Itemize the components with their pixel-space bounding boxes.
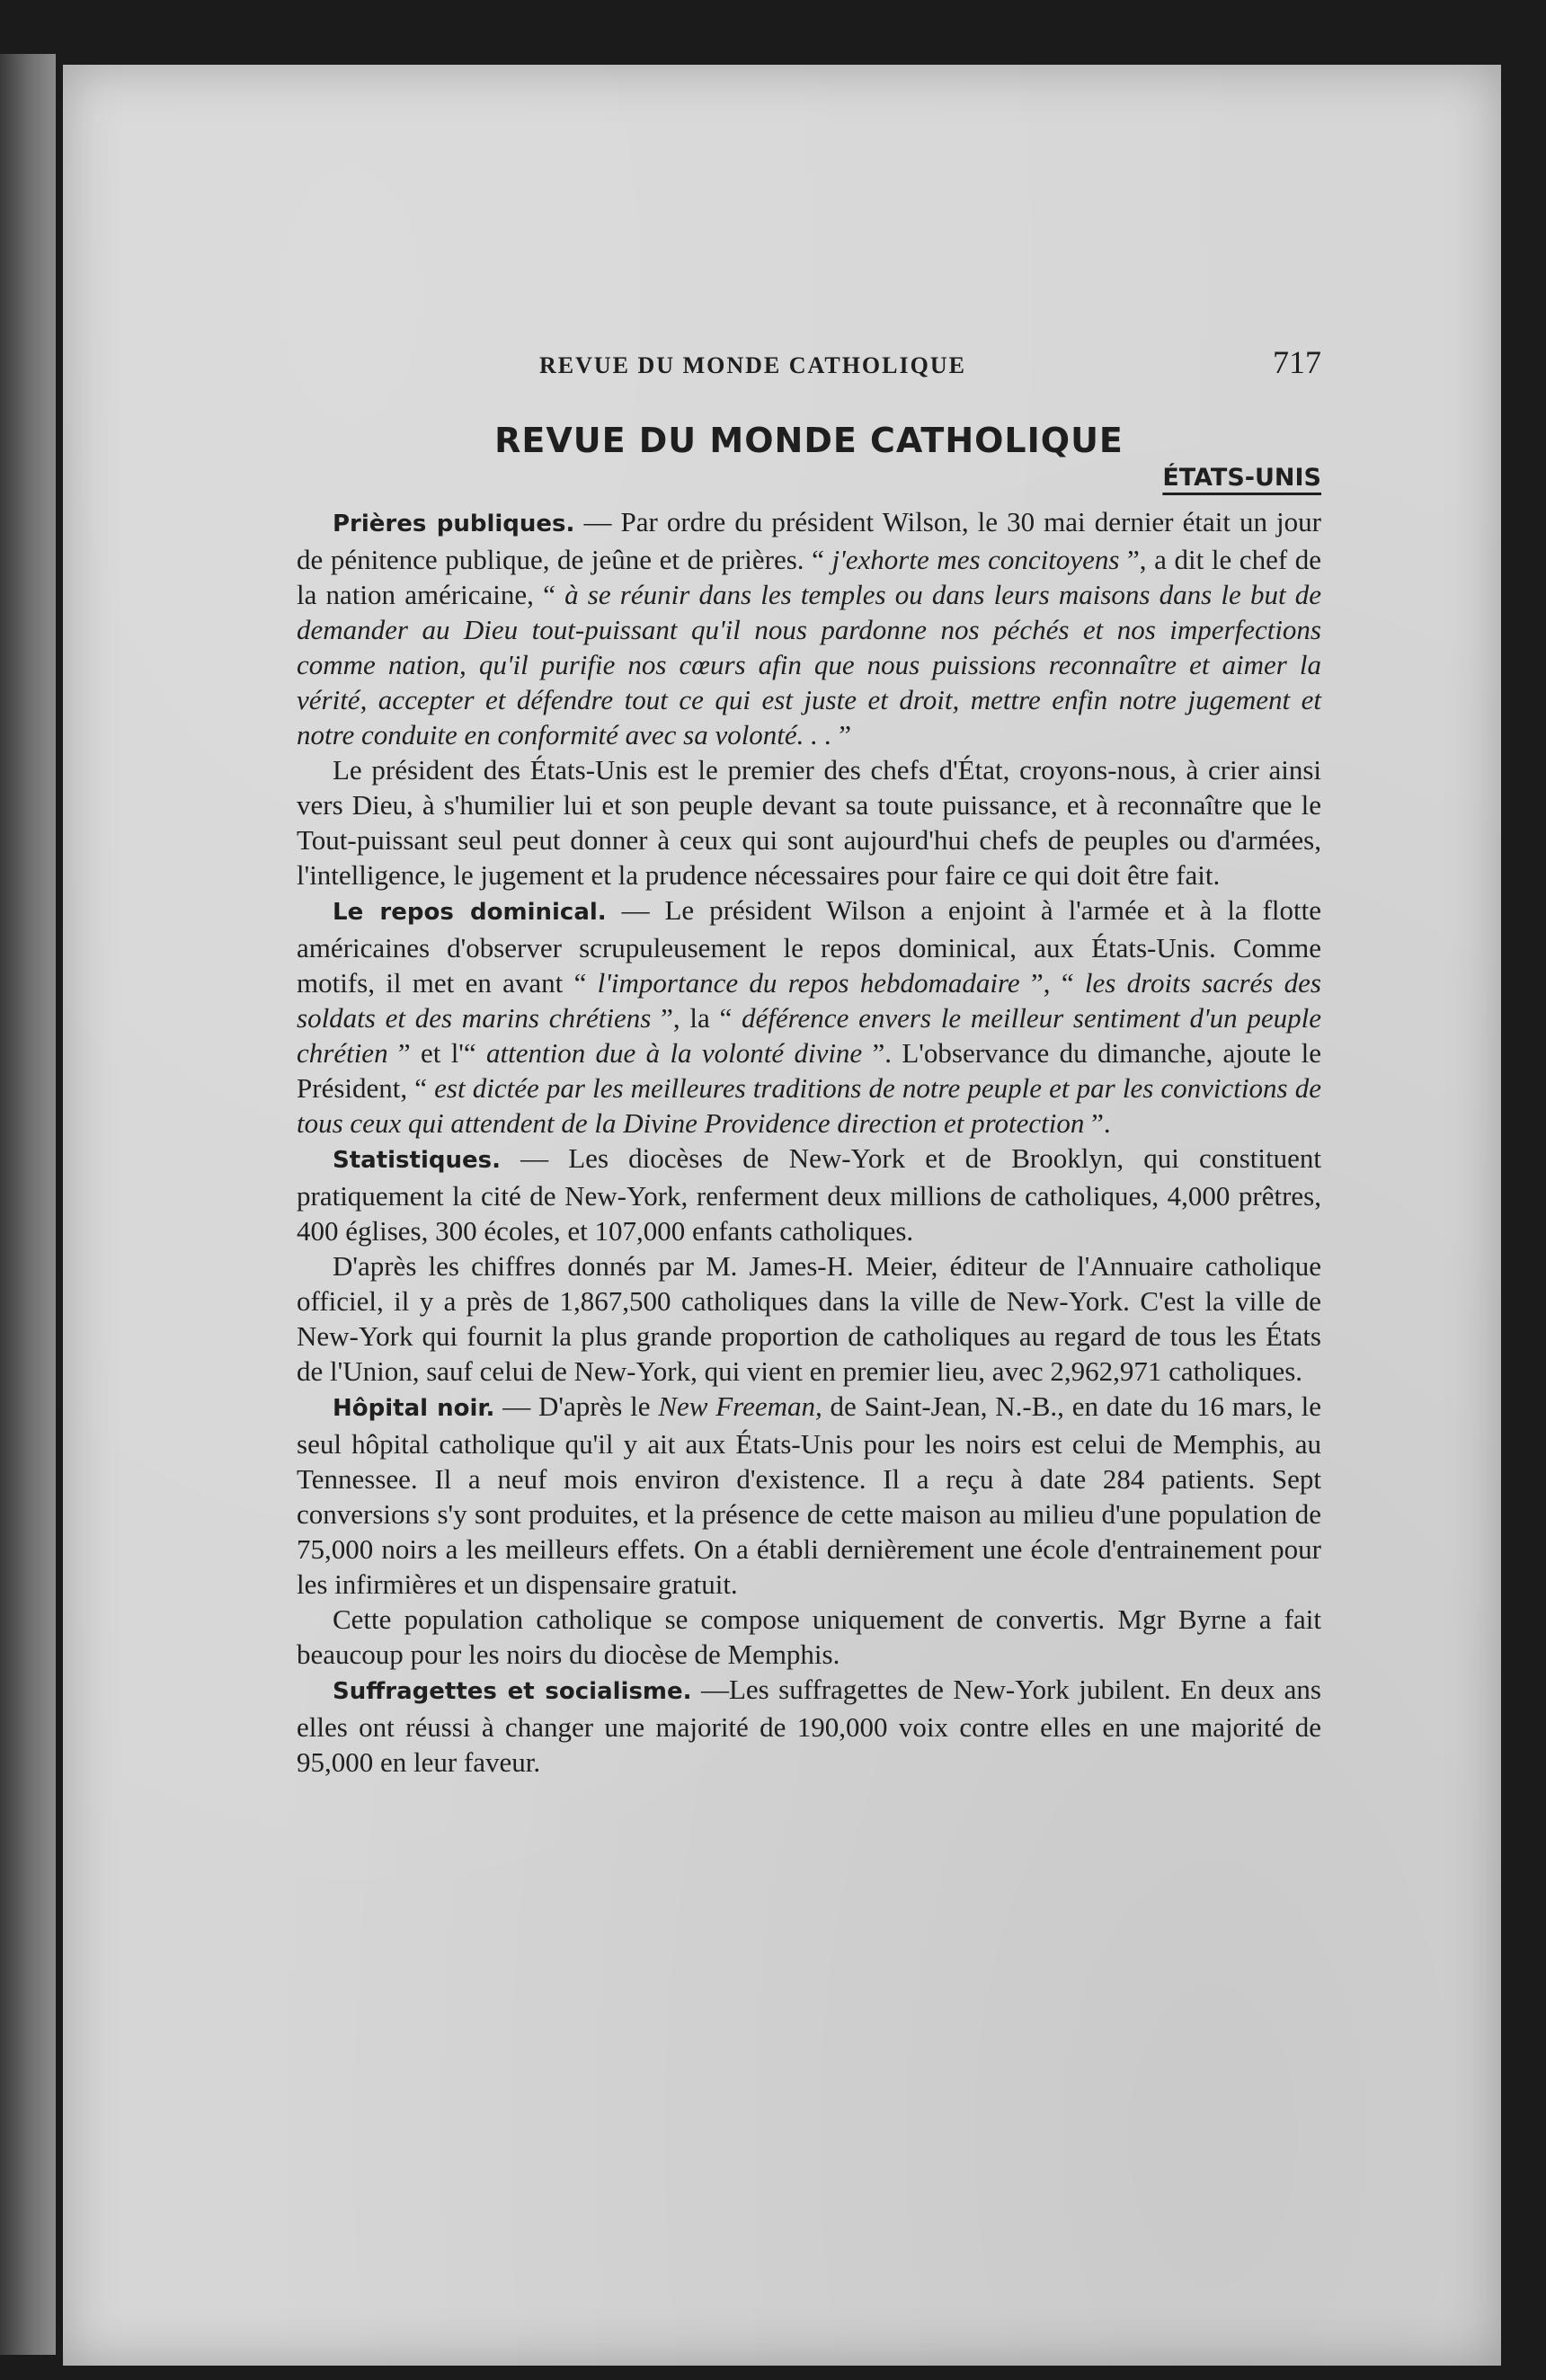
paragraph-prieres-publiques xyxy=(297,504,1321,752)
italic-run: attention due à la volonté divine xyxy=(485,1037,863,1069)
section-title: REVUE DU MONDE CATHOLIQUE xyxy=(494,421,1124,460)
text-run: ”, a dit le chef de la nation américaine, “ xyxy=(297,544,1322,610)
paragraph-repos-dominical xyxy=(297,892,1321,1141)
running-head xyxy=(297,340,1321,394)
italic-run: l'importance du repos hebdomadaire xyxy=(597,967,1020,999)
text-run: — Le président Wilson a enjoint à l'armée et à la flotte américaines d'observer scrupuleusement le repos dominical, aux États-Unis. Comme motifs, il met en avant “ xyxy=(297,894,1322,999)
text-run: —Les suffragettes de New-York jubilent. En deux ans elles ont réussi à changer une majorité de 190,000 voix contre elles en une majorité de 95,000 en leur faveur. xyxy=(297,1674,1321,1778)
text-run: — Les diocèses de New-York et de Brooklyn, qui constituent pratiquement la cité de New-York, renferment deux millions de catholiques, 4,000 prêtres, 400 églises, 300 écoles, et 107,000 enfants catholiques. xyxy=(297,1142,1321,1247)
paragraph-president: Le président des États-Unis est le premier des chefs d'État, croyons-nous, à crier ainsi vers Dieu, à s'humilier lui et son peuple devant sa toute puissance, et à reconnaître que le Tout-puissant seul peut donner à ceux qui sont aujourd'hui chefs de peuples ou d'armées, l'intelligence, le jugement et la prudence nécessaires pour faire ce qui doit être fait. xyxy=(297,754,1321,891)
paragraph-statistiques xyxy=(297,1141,1321,1248)
paragraph-suffragettes xyxy=(297,1672,1321,1780)
text-run: ”, “ xyxy=(1019,967,1085,999)
text-run: ”, la “ xyxy=(651,1002,742,1034)
paragraph-population: Cette population catholique se compose uniquement de convertis. Mgr Byrne a fait beaucoup pour les noirs du diocèse de Memphis. xyxy=(297,1603,1321,1670)
text-run: ” xyxy=(831,719,851,750)
italic-run: est dictée par les meilleures traditions de notre peuple et par les convictions de tous ceux qui attendent de la Divine Providence direction et protection xyxy=(297,1072,1321,1139)
book-page xyxy=(63,65,1501,2366)
italic-run: j'exhorte mes concitoyens xyxy=(831,544,1120,575)
run-in-heading: Le repos dominical. xyxy=(333,899,607,926)
run-in-heading: Prières publiques. xyxy=(333,511,575,537)
previous-page-edge xyxy=(0,54,56,2355)
run-in-heading: Suffragettes et socialisme. xyxy=(333,1678,692,1705)
run-in-heading: Hôpital noir. xyxy=(333,1395,495,1422)
italic-run: les droits sacrés des soldats et des marins chrétiens xyxy=(297,967,1321,1034)
country-heading: ÉTATS-UNIS xyxy=(1162,464,1321,492)
italic-run: déférence envers le meilleur sentiment d'un peuple chrétien xyxy=(297,1002,1322,1069)
italic-run: à se réunir dans les temples ou dans leurs maisons dans le but de demander au Dieu tout-puissant qu'il nous pardonne nos péchés et nos imperfections comme nation, qu'il purifie nos cœurs afin que nous puissions reconnaître et aimer la vérité, accepter et défendre tout ce qui est juste et droit, mettre enfin notre jugement et notre conduite en conformité avec sa volonté. . . xyxy=(297,579,1321,750)
running-head-title: REVUE DU MONDE CATHOLIQUE xyxy=(539,352,966,378)
text-run: — D'après le xyxy=(494,1390,659,1422)
italic-run: New Freeman, xyxy=(658,1390,822,1422)
paragraph-chiffres: D'après les chiffres donnés par M. James-H. Meier, éditeur de l'Annuaire catholique officiel, il y a près de 1,867,500 catholiques dans la ville de New-York. C'est la ville de New-York qui fournit la plus grande proportion de catholiques au regard de tous les États de l'Union, sauf celui de New-York, qui vient en premier lieu, avec 2,962,971 catholiques. xyxy=(297,1250,1321,1387)
text-run: — Par ordre du président Wilson, le 30 mai dernier était un jour de pénitence publique, de jeûne et de prières. “ xyxy=(297,506,1321,575)
page-text xyxy=(297,340,1321,1780)
text-run: de Saint-Jean, N.-B., en date du 16 mars, le seul hôpital catholique qu'il y ait aux États-Unis pour les noirs est celui de Memphis, au Tennessee. Il a neuf mois environ d'existence. Il a reçu à date 284 patients. Sept conversions s'y sont produites, et la présence de cette maison au milieu d'une population de 75,000 noirs a les meilleurs effets. On a établi dernièrement une école d'entrainement pour les infirmières et un dispensaire gratuit. xyxy=(297,1390,1321,1600)
text-run: ”. xyxy=(1084,1107,1111,1139)
paragraph-hopital-noir xyxy=(297,1389,1321,1602)
page-number: 717 xyxy=(1273,344,1321,380)
text-run: ” et l'“ xyxy=(387,1037,486,1069)
text-run: ”. L'observance du dimanche, ajoute le Président, “ xyxy=(297,1037,1321,1104)
run-in-heading: Statistiques. xyxy=(333,1147,501,1174)
